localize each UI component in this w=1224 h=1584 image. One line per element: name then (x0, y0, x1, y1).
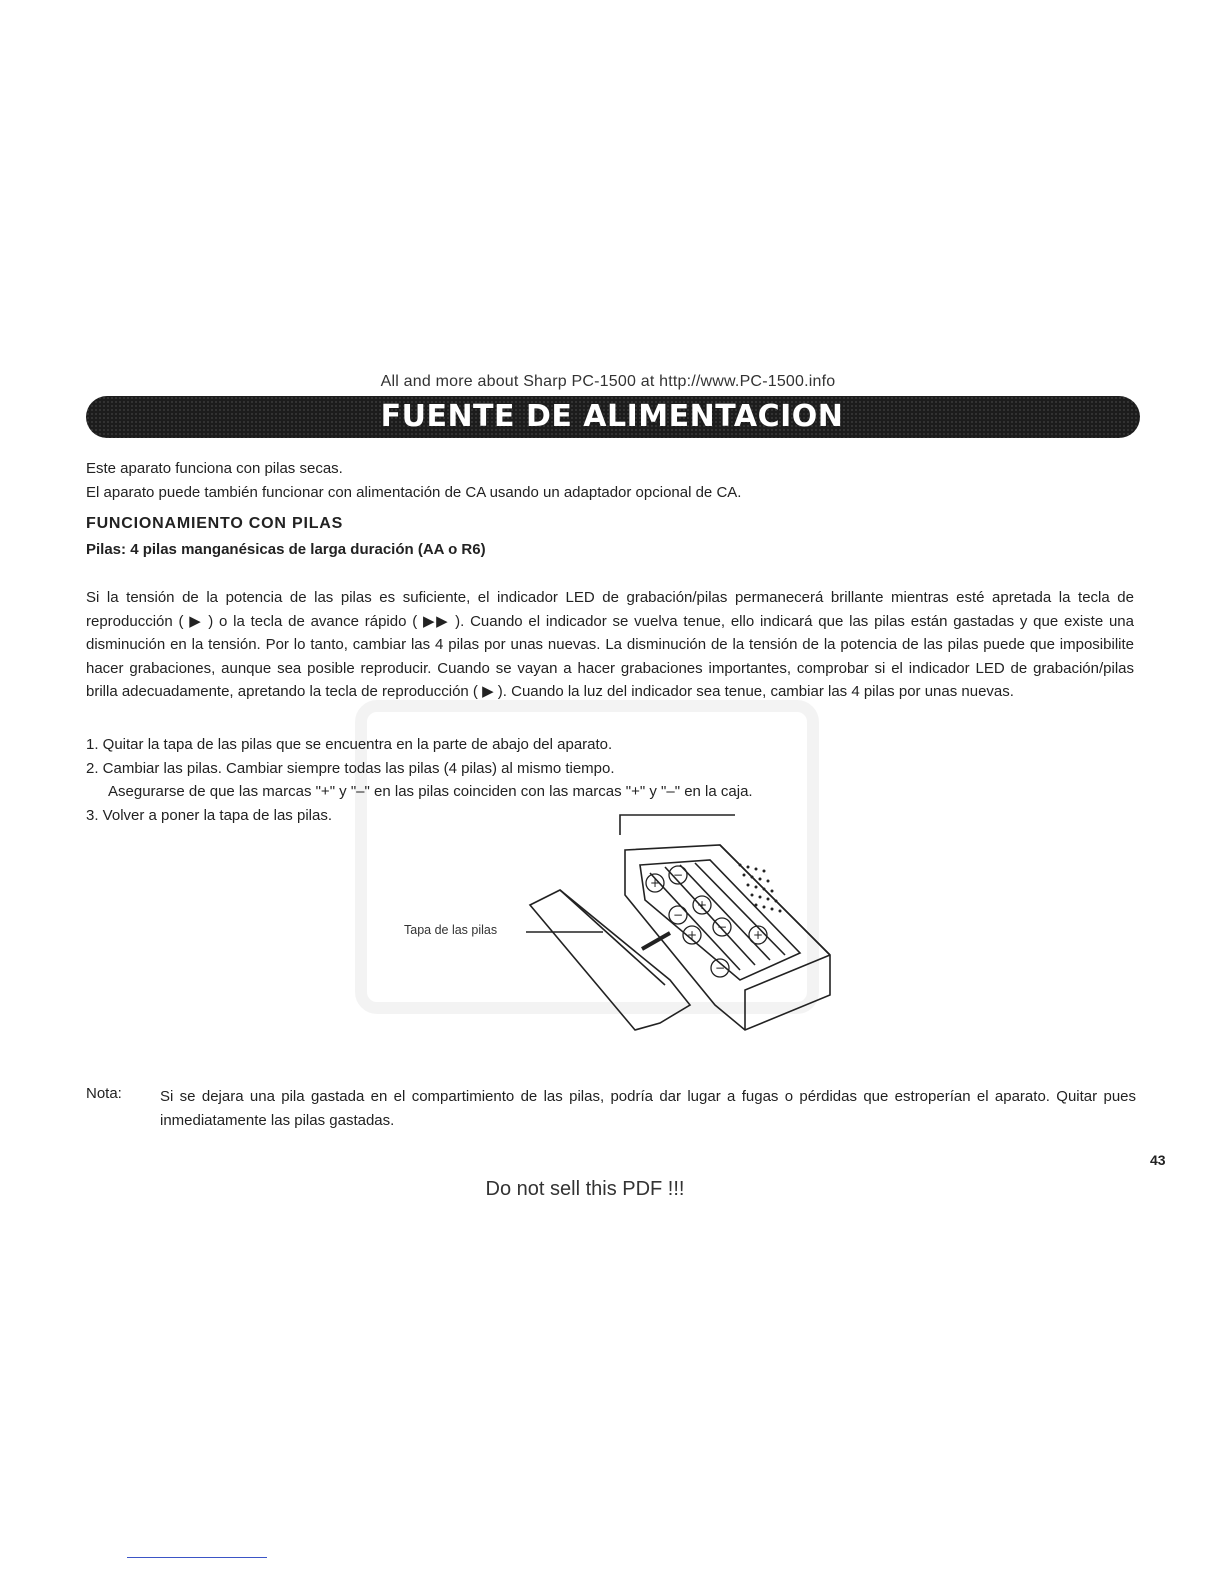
section-heading: FUNCIONAMIENTO CON PILAS (86, 515, 344, 532)
batteries-label: Pilas: (86, 541, 127, 558)
svg-text:+: + (696, 898, 708, 912)
svg-text:+: + (752, 928, 764, 942)
device-body (625, 845, 830, 1030)
svg-text:+: + (686, 928, 698, 942)
batteries-subheading (86, 541, 486, 558)
header-link-text: All and more about Sharp PC-1500 at http://www.PC-1500.info (380, 373, 836, 390)
battery-3 (680, 865, 770, 960)
page-title: FUENTE DE ALIMENTACION (380, 399, 844, 434)
svg-text:−: − (714, 961, 726, 975)
note-label: Nota: (86, 1085, 122, 1102)
body-paragraph: Si la tensión de la potencia de las pilas es suficiente, el indicador LED de grabación/pilas permanecerá brillante mientras esté apretada la tecla de reproducción ( ▶ ) o la tecla de avance rápido ( ▶▶ ). Cuando el indicador se vuelva tenue, ello indicará que las pilas están gastadas y que existe una disminución en la tensión. Por lo tanto, cambiar las 4 pilas por unas nuevas. La disminución de la tensión de la potencia de las pilas puede que imposibilite hacer grabaciones, aunque sea posible reproducir. Cuando se vayan a hacer grabaciones importantes, comprobar si el indicador LED de grabación/pilas brilla adecuadamente, apretando la tecla de reproducción ( ▶ ). Cuando la luz del indicador sea tenue, cambiar las 4 pilas por unas nuevas. (86, 589, 1134, 700)
battery-cover-label: Tapa de las pilas (404, 923, 498, 937)
battery-cover (530, 890, 690, 1030)
note-text: Si se dejara una pila gastada en el compartimiento de las pilas, podría dar lugar a fugas o pérdidas que estroperían el aparato. Quitar pues inmediatamente las pilas gastadas. (160, 1088, 1136, 1129)
svg-text:−: − (716, 920, 728, 934)
arrow-icon (642, 933, 670, 949)
bottom-divider (127, 1557, 267, 1558)
step-3: 3. Volver a poner la tapa de las pilas. (86, 806, 332, 824)
step-2-detail: Asegurarse de que las marcas "+" y "–" en las pilas coinciden con las marcas "+" y "–" en la caja. (108, 783, 753, 800)
intro-line-2: El aparato puede también funcionar con alimentación de CA usando un adaptador opcional de CA. (86, 483, 742, 501)
step-1: 1. Quitar la tapa de las pilas que se encuentra en la parte de abajo del aparato. (86, 736, 613, 753)
intro-block (86, 457, 1146, 504)
svg-text:−: − (672, 908, 684, 922)
footer-notice: Do not sell this PDF !!! (485, 1178, 685, 1200)
page-number: 43 (1150, 1152, 1166, 1168)
svg-text:−: − (672, 868, 684, 882)
step-2: 2. Cambiar las pilas. Cambiar siempre todas las pilas (4 pilas) al mismo tiempo. (86, 759, 615, 777)
intro-line-1: Este aparato funciona con pilas secas. (86, 460, 343, 477)
batteries-value: 4 pilas manganésicas de larga duración (AA o R6) (130, 541, 486, 558)
svg-text:+: + (649, 876, 661, 890)
